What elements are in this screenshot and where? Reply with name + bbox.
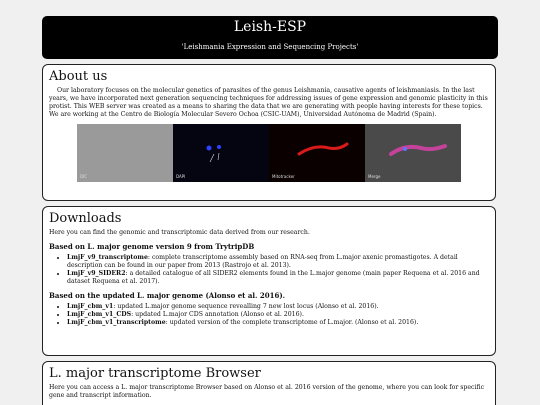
- browser-text: Here you can access a L. major transcriptome Browser based on Alonso et al. 2016 version of the genome, where you can look for specific gene and transcript information.: [49, 384, 485, 399]
- group1-title: Based on L. major genome version 9 from TrytripDB: [49, 242, 255, 251]
- image-caption: DIC: [80, 174, 88, 179]
- downloads-panel: [42, 206, 496, 356]
- dapi-cell-shape: [173, 124, 269, 182]
- site-subtitle: 'Leishmania Expression and Sequencing Projects': [181, 43, 359, 51]
- group2-title: Based on the updated L. major genome (Alonso et al. 2016).: [49, 291, 286, 300]
- image-caption: Mitotracker: [272, 174, 295, 179]
- downloads-heading: Downloads: [49, 211, 122, 226]
- downloads-intro: Here you can find the genomic and transcriptomic data derived from our research.: [49, 229, 310, 236]
- dic-microscopy-image: [77, 124, 173, 182]
- site-header: [42, 16, 498, 59]
- download-link[interactable]: LmjF_v9_SIDER2: [67, 270, 126, 277]
- download-link[interactable]: LmjF_v9_transcriptome: [67, 254, 148, 261]
- site-title: Leish-ESP: [233, 19, 307, 35]
- microscopy-images: [49, 124, 489, 182]
- list-item: • LmjF_cbm_v1_transcriptome: updated version of the complete transcriptome of L.major. (Alonso et al. 2016).: [67, 319, 489, 327]
- image-caption: Merge: [368, 174, 381, 179]
- about-panel: [42, 64, 496, 201]
- list-item: • LmjF_v9_SIDER2: a detailed catalogue of all SIDER2 elements found in the L.major genome (main paper Requena et al. 2016 and dataset Requena et al. 2017).: [67, 270, 489, 286]
- browser-panel: [42, 361, 496, 405]
- list-item: • LmjF_cbm_v1: updated L.major genome sequence revealling 7 new lost locus (Alonso et al. 2016).: [67, 303, 489, 311]
- group1-list: [49, 254, 489, 286]
- list-item: • LmjF_cbm_v1_CDS: updated L.major CDS annotation (Alonso et al. 2016).: [67, 311, 489, 319]
- list-item: • LmjF_v9_transcriptome: complete transcriptome assembly based on RNA-seq from L.major axenic promastigotes. A detail description can be found in our paper from 2013 (Rastrojo et al. 2013).: [67, 254, 489, 270]
- download-link[interactable]: LmjF_cbm_v1_transcriptome: [67, 319, 166, 326]
- merge-microscopy-image: [365, 124, 461, 182]
- dapi-microscopy-image: [173, 124, 269, 182]
- about-heading: About us: [49, 69, 108, 84]
- group2-list: [49, 303, 489, 327]
- download-link[interactable]: LmjF_cbm_v1: [67, 303, 114, 310]
- browser-heading: L. major transcriptome Browser: [49, 366, 261, 381]
- mitotracker-microscopy-image: [269, 124, 365, 182]
- image-caption: DAPI: [176, 174, 186, 179]
- download-link[interactable]: LmjF_cbm_v1_CDS: [67, 311, 132, 318]
- about-text: Our laboratory focuses on the molecular genetics of parasites of the genus Leishmania, causative agents of leishmaniasis. In the last years, we have incorporated next generation sequencing techniques for addressing issues of gene expression and genomic plasticity in this protist. This WEB server was created as a means to sharing the data that we are generating with people having interests for these topics. We are working at the Centro de Biología Molecular Severo Ochoa (CSIC-UAM), Universidad Autónoma de Madrid (Spain).: [49, 87, 488, 118]
